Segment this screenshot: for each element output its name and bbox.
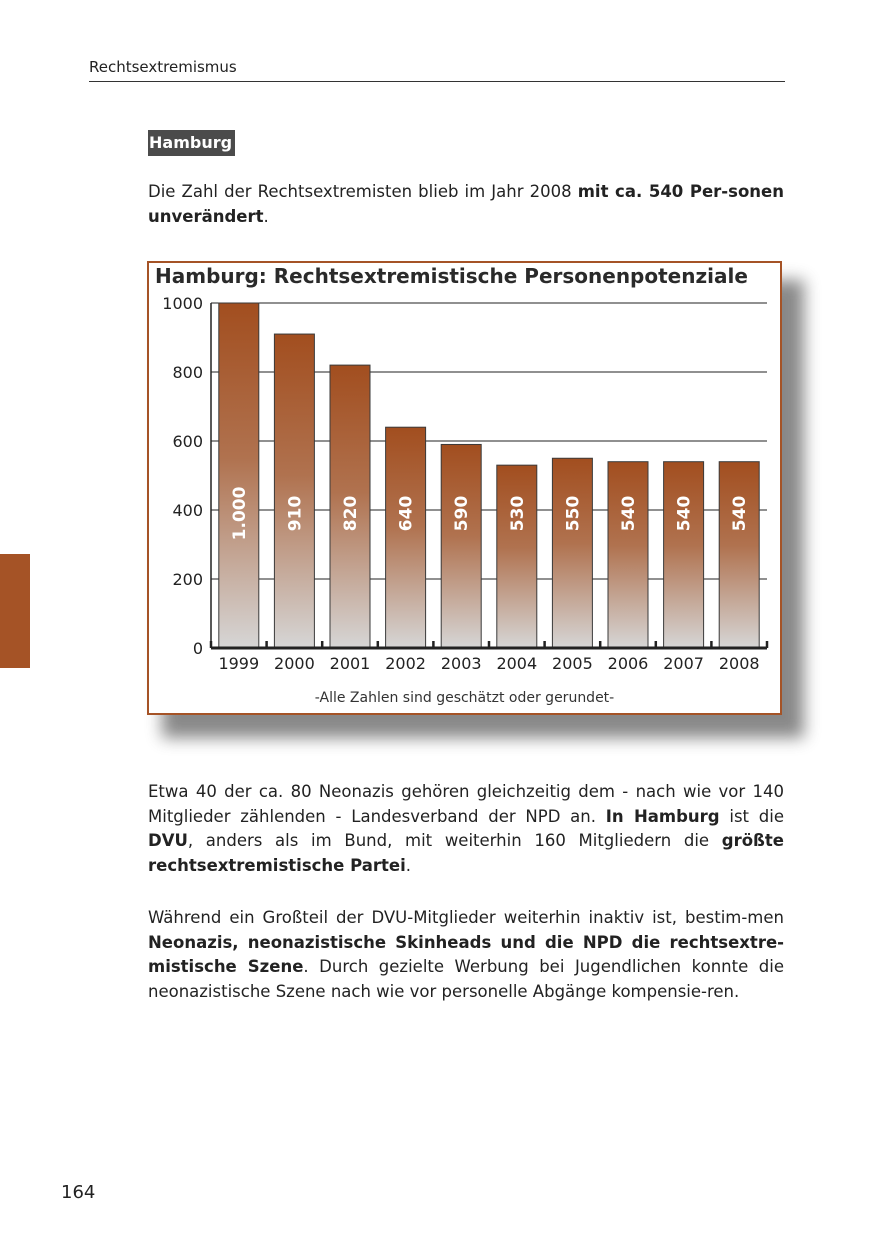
text-run: , anders als im Bund, mit weiterhin 160 Mitgliedern die: [187, 831, 722, 850]
bar: [719, 462, 759, 648]
text-run: ist die: [719, 806, 784, 826]
x-tick-label: 2003: [440, 654, 482, 673]
bar-data-label: 820: [341, 495, 361, 532]
x-tick-label: 2001: [329, 654, 371, 673]
x-tick-label: 2002: [385, 654, 426, 673]
bold-run: mit ca. 540 Per-sonen unverändert: [148, 182, 784, 226]
bar-data-label: 910: [285, 495, 306, 532]
chart-footnote: -Alle Zahlen sind geschätzt oder gerundet-: [314, 690, 615, 706]
text-run: .: [263, 206, 269, 226]
y-tick-label: 600: [172, 432, 203, 451]
chart-title: Hamburg: Rechtsextremistische Personenpotenziale: [155, 264, 748, 288]
text-run: .: [405, 855, 412, 875]
section-label: Hamburg: [148, 130, 235, 156]
chapter-side-tab: [0, 554, 30, 668]
text-run: . Durch gezielte Werbung bei Jugendlichen konnte die neonazistische Szene nach wie vor personelle Abgänge kompensie-ren.: [148, 957, 784, 1001]
x-tick-label: 2007: [663, 654, 704, 673]
intro-paragraph: [148, 180, 784, 229]
body-paragraph-scene: [148, 906, 784, 1004]
body-paragraph-npd: [148, 780, 784, 878]
bar-data-label: 640: [396, 495, 417, 532]
bar-data-label: 540: [674, 495, 695, 532]
running-header: Rechtsextremismus: [89, 58, 785, 82]
chart-frame: [147, 261, 782, 715]
page-number: 164: [61, 1182, 96, 1203]
bar-data-label: 530: [507, 495, 528, 532]
text-run: Die Zahl der Rechtsextremisten blieb im Jahr 2008: [148, 182, 578, 201]
x-tick-label: 2006: [607, 654, 649, 673]
y-tick-label: 0: [192, 639, 203, 658]
bar: [497, 465, 537, 648]
bar: [664, 462, 704, 648]
bar-data-label: 540: [619, 495, 639, 532]
bar-data-label: 590: [452, 495, 473, 532]
y-tick-label: 400: [172, 501, 203, 520]
bar: [274, 334, 314, 648]
bold-run: größte rechtsextremistische Partei: [148, 831, 784, 875]
y-tick-label: 1000: [162, 294, 203, 313]
bar-chart: [149, 263, 780, 713]
y-tick-label: 200: [172, 570, 203, 589]
text-run: Etwa 40 der ca. 80 Neonazis gehören gleichzeitig dem - nach wie vor 140 Mitglieder zählenden - Landesverband der NPD an.: [148, 782, 784, 826]
bar: [441, 444, 481, 648]
bar: [219, 303, 259, 648]
bar: [608, 462, 648, 648]
x-tick-label: 2005: [552, 654, 593, 673]
bar-data-label: 550: [563, 495, 584, 532]
y-tick-label: 800: [172, 363, 203, 382]
bar-data-label: 1.000: [229, 486, 250, 541]
x-tick-label: 2000: [274, 654, 315, 673]
text-run: Während ein Großteil der DVU-Mitglieder weiterhin inaktiv ist, bestim-men: [148, 908, 784, 927]
bar-data-label: 540: [730, 495, 751, 532]
x-tick-label: 2004: [496, 654, 538, 673]
bold-run: In Hamburg: [605, 806, 720, 826]
bold-run: Neonazis, neonazistische Skinheads und die NPD die rechtsextre-mistische Szene: [148, 932, 784, 976]
x-tick-label: 2008: [718, 654, 760, 673]
bold-run: DVU: [148, 831, 188, 850]
x-tick-label: 1999: [218, 654, 260, 673]
bar: [552, 458, 592, 648]
bar: [386, 427, 426, 648]
